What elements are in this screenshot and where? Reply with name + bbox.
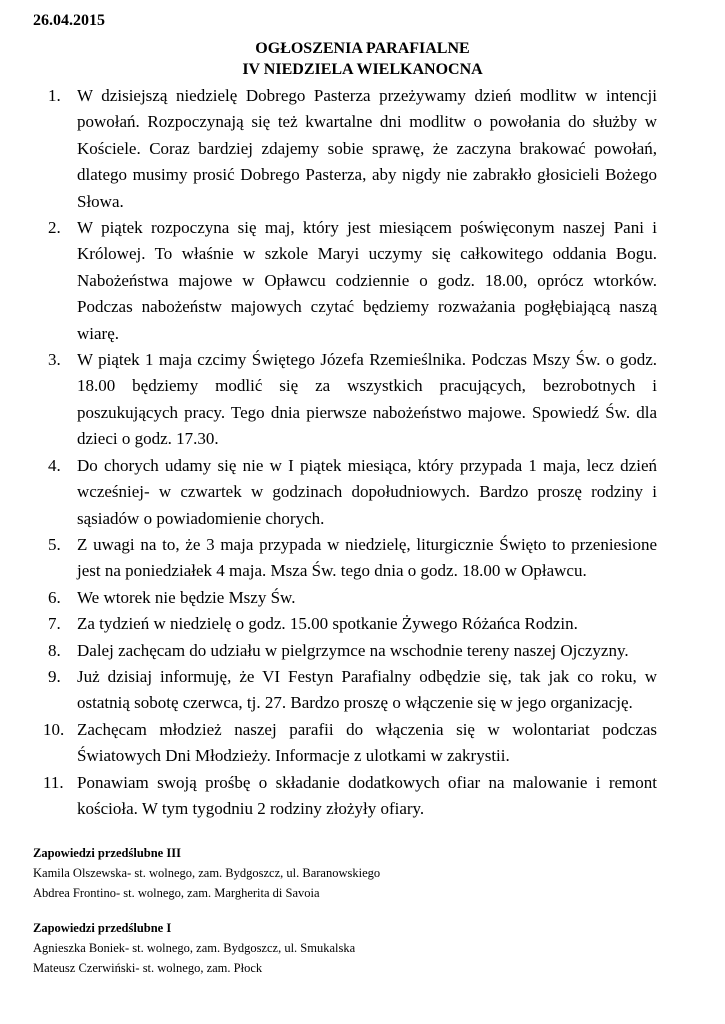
announcement-text: W dzisiejszą niedzielę Dobrego Pasterza przeżywamy dzień modlitw w intencji powołań. Rozpoczynają się też kwartalne dni modlitw o powołania do służby w Kościele. Coraz bardziej zdajemy sobie sprawę, że zaczyna brakować powołań, dlatego musimy prosić Dobrego Pasterza, aby nigdy nie zabrakło głosicieli Bożego Słowa. bbox=[77, 86, 657, 211]
announcement-number: 1. bbox=[48, 86, 61, 105]
announcement-item bbox=[48, 638, 657, 664]
announcement-item bbox=[48, 611, 657, 637]
announcement-number: 8. bbox=[48, 640, 61, 660]
announcement-item bbox=[43, 770, 657, 823]
banns-section-first bbox=[33, 918, 355, 978]
announcement-text: Ponawiam swoją prośbę o składanie dodatkowych ofiar na malowanie i remont kościoła. W tym tygodniu 2 rodziny złożyły ofiary. bbox=[77, 772, 657, 818]
announcement-item bbox=[48, 347, 657, 453]
announcement-item bbox=[48, 585, 657, 611]
announcement-number: 6. bbox=[48, 587, 61, 607]
banns-section-third bbox=[33, 843, 380, 903]
announcement-item bbox=[48, 532, 657, 585]
announcement-text: Dalej zachęcam do udziału w pielgrzymce na wschodnie tereny naszej Ojczyzny. bbox=[77, 640, 629, 660]
announcement-text: We wtorek nie będzie Mszy Św. bbox=[77, 587, 296, 607]
banns-entry: Kamila Olszewska- st. wolnego, zam. Bydgoszcz, ul. Baranowskiego bbox=[33, 866, 381, 880]
banns-entry: Abdrea Frontino- st. wolnego, zam. Margherita di Savoia bbox=[33, 886, 320, 900]
announcement-text: W piątek 1 maja czcimy Świętego Józefa Rzemieślnika. Podczas Mszy Św. o godz. 18.00 będziemy modlić się za wszystkich pracujących, bezrobotnych i poszukujących pracy. Tego dnia pierwsze nabożeństwo majowe. Spowiedź Św. dla dzieci o godz. 17.30. bbox=[77, 350, 657, 449]
announcement-number: 4. bbox=[48, 455, 61, 475]
announcement-text: Zachęcam młodzież naszej parafii do włączenia się w wolontariat podczas Światowych Dni Młodzieży. Informacje z ulotkami w zakrystii. bbox=[77, 719, 657, 766]
announcement-item bbox=[48, 453, 657, 532]
document-title: OGŁOSZENIA PARAFIALNE bbox=[255, 40, 470, 57]
announcement-item bbox=[48, 215, 657, 347]
document-date: 26.04.2015 bbox=[33, 12, 105, 29]
announcement-number: 10. bbox=[43, 719, 65, 739]
banns-heading: Zapowiedzi przedślubne III bbox=[33, 846, 181, 860]
announcement-number: 7. bbox=[48, 614, 61, 634]
announcement-number: 5. bbox=[48, 534, 61, 554]
announcements-list bbox=[43, 83, 657, 822]
announcement-item bbox=[43, 717, 657, 770]
document-subtitle: IV NIEDZIELA WIELKANOCNA bbox=[242, 61, 483, 78]
banns-entry: Mateusz Czerwiński- st. wolnego, zam. Płock bbox=[33, 961, 263, 975]
announcement-number: 2. bbox=[48, 218, 61, 238]
announcement-text: Za tydzień w niedzielę o godz. 15.00 spotkanie Żywego Różańca Rodzin. bbox=[77, 614, 578, 634]
announcement-item bbox=[48, 83, 657, 215]
announcement-text: W piątek rozpoczyna się maj, który jest miesiącem poświęconym naszej Pani i Królowej. To właśnie w szkole Maryi uczymy się całkowitego oddania Bogu. Nabożeństwa majowe w Opławcu codziennie o godz. 18.00, oprócz wtorków. Podczas nabożeństw majowych czytać będziemy rozważania pogłębiającą naszą wiarę. bbox=[77, 218, 657, 343]
announcement-number: 11. bbox=[43, 772, 64, 792]
announcement-number: 9. bbox=[48, 666, 61, 686]
announcement-text: Do chorych udamy się nie w I piątek miesiąca, który przypada 1 maja, lecz dzień wcześniej- w czwartek w godzinach dopołudniowych. Bardzo proszę rodziny i sąsiadów o powiadomienie chorych. bbox=[77, 455, 657, 528]
announcement-item bbox=[48, 664, 657, 717]
announcement-number: 3. bbox=[48, 350, 61, 370]
announcement-text: Już dzisiaj informuję, że VI Festyn Parafialny odbędzie się, tak jak co roku, w ostatnią sobotę czerwca, tj. 27. Bardzo proszę o włączenie się w jego organizację. bbox=[77, 666, 657, 713]
banns-entry: Agnieszka Boniek- st. wolnego, zam. Bydgoszcz, ul. Smukalska bbox=[33, 941, 356, 955]
announcement-text: Z uwagi na to, że 3 maja przypada w niedzielę, liturgicznie Święto to przeniesione jest na poniedziałek 4 maja. Msza Św. tego dnia o godz. 18.00 w Opławcu. bbox=[77, 534, 657, 581]
banns-heading: Zapowiedzi przedślubne I bbox=[33, 921, 172, 935]
